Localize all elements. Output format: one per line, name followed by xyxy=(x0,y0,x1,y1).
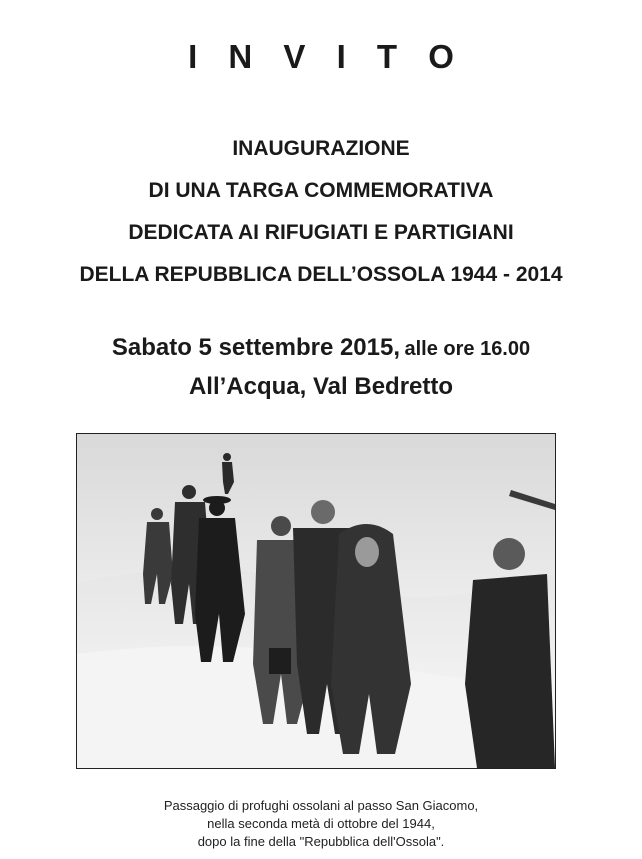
caption-line-1: Passaggio di profughi ossolani al passo San Giacomo, xyxy=(163,798,479,813)
caption-line-2: nella seconda metà di ottobre del 1944, xyxy=(207,816,435,831)
historic-photo xyxy=(76,433,556,769)
heading-line-4: DELLA REPUBBLICA DELL’OSSOLA 1944 - 2014 xyxy=(79,263,563,286)
heading-line-2: DI UNA TARGA COMMEMORATIVA xyxy=(148,179,494,202)
refugees-photo-illustration xyxy=(77,434,555,768)
event-date: Sabato 5 settembre 2015, xyxy=(111,334,401,361)
event-place: All’Acqua, Val Bedretto xyxy=(188,373,454,400)
event-heading xyxy=(0,128,642,296)
caption-line-3: dopo la fine della "Repubblica dell'Ossola". xyxy=(197,834,445,849)
event-time: alle ore 16.00 xyxy=(404,338,531,360)
date-time-line xyxy=(0,330,642,369)
photo-caption xyxy=(0,797,642,851)
invito-title: I N V I T O xyxy=(188,38,465,75)
event-details xyxy=(0,330,642,405)
heading-line-3: DEDICATA AI RIFUGIATI E PARTIGIANI xyxy=(128,221,514,244)
heading-line-1: INAUGURAZIONE xyxy=(232,137,410,160)
